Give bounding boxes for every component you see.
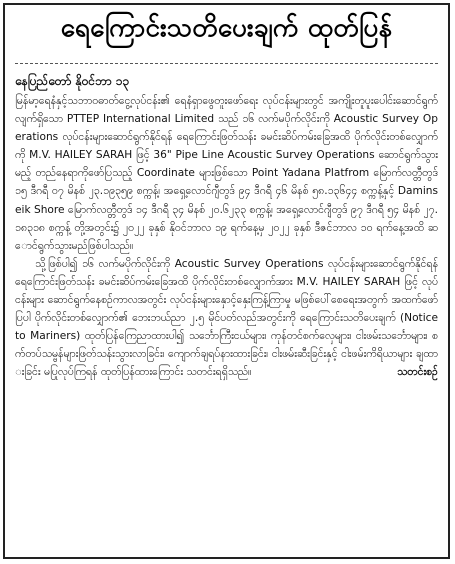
news-article-page [3, 3, 450, 559]
article-paragraph-2 [15, 255, 438, 382]
article-dateline: နေပြည်တော် နိုဝင်ဘာ ၁၃ [15, 74, 130, 88]
article-headline: ရေကြောင်းသတိပေးချက် ထုတ်ပြန် [60, 13, 393, 43]
article-byline: သတင်းစဉ် [397, 366, 438, 379]
headline-divider [15, 63, 438, 64]
article-paragraph-2-text: သို့ဖြစ်ပါ၍ ၁၆ လက်မပိုက်လိုင်းကို Acoustic Survey Operations လုပ်ငန်းများဆောင်ရွက်နိုင်ရန် ရေကြောင်းဖြတ်သန်း ခမင်းဆိပ်ကမ်းခြေအထိ ပိုက်လိုင်းတစ်လျှောက်အား M.V. HAILEY SARAH ဖြင့် လုပ်ငန်းများ ဆောင်ရွက်နေစဉ်ကာလအတွင်း လုပ်ငန်းများနှောင့်နှေးကြန့်ကြာမှု မဖြစ်ပေါ်စေရေးအတွက် အထက်ဖော်ပြပါ ပိုက်လိုင်းတစ်လျှောက်၏ ဘေးဘယ်ညာ ၂.၅ မိုင်ပတ်လည်အတွင်းကို ရေကြောင်းသတိပေးချက် (Notice to Mariners) ထုတ်ပြန်ကြေညာထားပါ၍ သင်္ဘောကြီးငယ်များ၊ ကုန်တင်စက်လှေများ၊ ငါးဖမ်းသင်္ဘောများ၊ စက်တပ်သမ္ဗန်များဖြတ်သန်းသွားလာခြင်း၊ ကျောက်ချရပ်နားထားခြင်း၊ ငါးဖမ်းဆီးခြင်းနှင့် ငါးဖမ်းကိရိယာများ ချထားခြင်း မပြုလုပ်ကြရန် ထုတ်ပြန်ထားကြောင်း သတင်းရရှိသည်။ [15, 257, 438, 379]
article-body [15, 92, 438, 382]
article-paragraph-1: မြန်မာ့ရေနံနှင့်သဘာဝဓာတ်ငွေ့လုပ်ငန်း၏ ရေနံရှာဖွေတူးဖော်ရေး လုပ်ငန်းများတွင် အကျိုးတူပူးပေါင်းဆောင်ရွက်လျက်ရှိသော PTTEP International Limited သည် ၁၆ လက်မပိုက်လိုင်းကို Acoustic Survey Operations လုပ်ငန်းများဆောင်ရွက်နိုင်ရန် ရေကြောင်းဖြတ်သန်း ခမင်းဆိပ်ကမ်းခြေအထိ ပိုက်လိုင်းတစ်လျှောက်ကို M.V. HAILEY SARAH ဖြင့် 36" Pipe Line Acoustic Survey Operations ဆောင်ရွက်သွားမည့် တည်နေရာကိုဖော်ပြသည့် Coordinate များဖြစ်သော Point Yadana Platfrom မြောက်လတ္တီတွဒ် ၁၅ ဒီဂရီ ၀၇ မိနစ် ၂၃.၁၉၃၅၉ စက္ကန့်၊ အရှေ့လောင်ဂျီတွဒ် ၉၄ ဒီဂရီ ၄၆ မိနစ် ၅၈.၁၃၆၄၄ စက္ကန့်နှင့် Daminseik Shore မြောက်လတ္တီတွဒ် ၁၄ ဒီဂရီ ၃၄ မိနစ် ၂၀.၆၂၃၃ စက္ကန့်၊ အရှေ့လောင်ဂျီတွဒ် ၉၇ ဒီဂရီ ၅၄ မိနစ် ၂၇.၁၈၃၁၈ စက္ကန့် တို့အတွင်း၌ ၂၀၂၂ ခုနှစ် နိုဝင်ဘာလ ၁၉ ရက်နေ့မှ ၂၀၂၂ ခုနှစ် ဒီဇင်ဘာလ ၁၀ ရက်နေ့အထိ ဆောင်ရွက်သွားမည်ဖြစ်ပါသည်။ [15, 95, 438, 252]
